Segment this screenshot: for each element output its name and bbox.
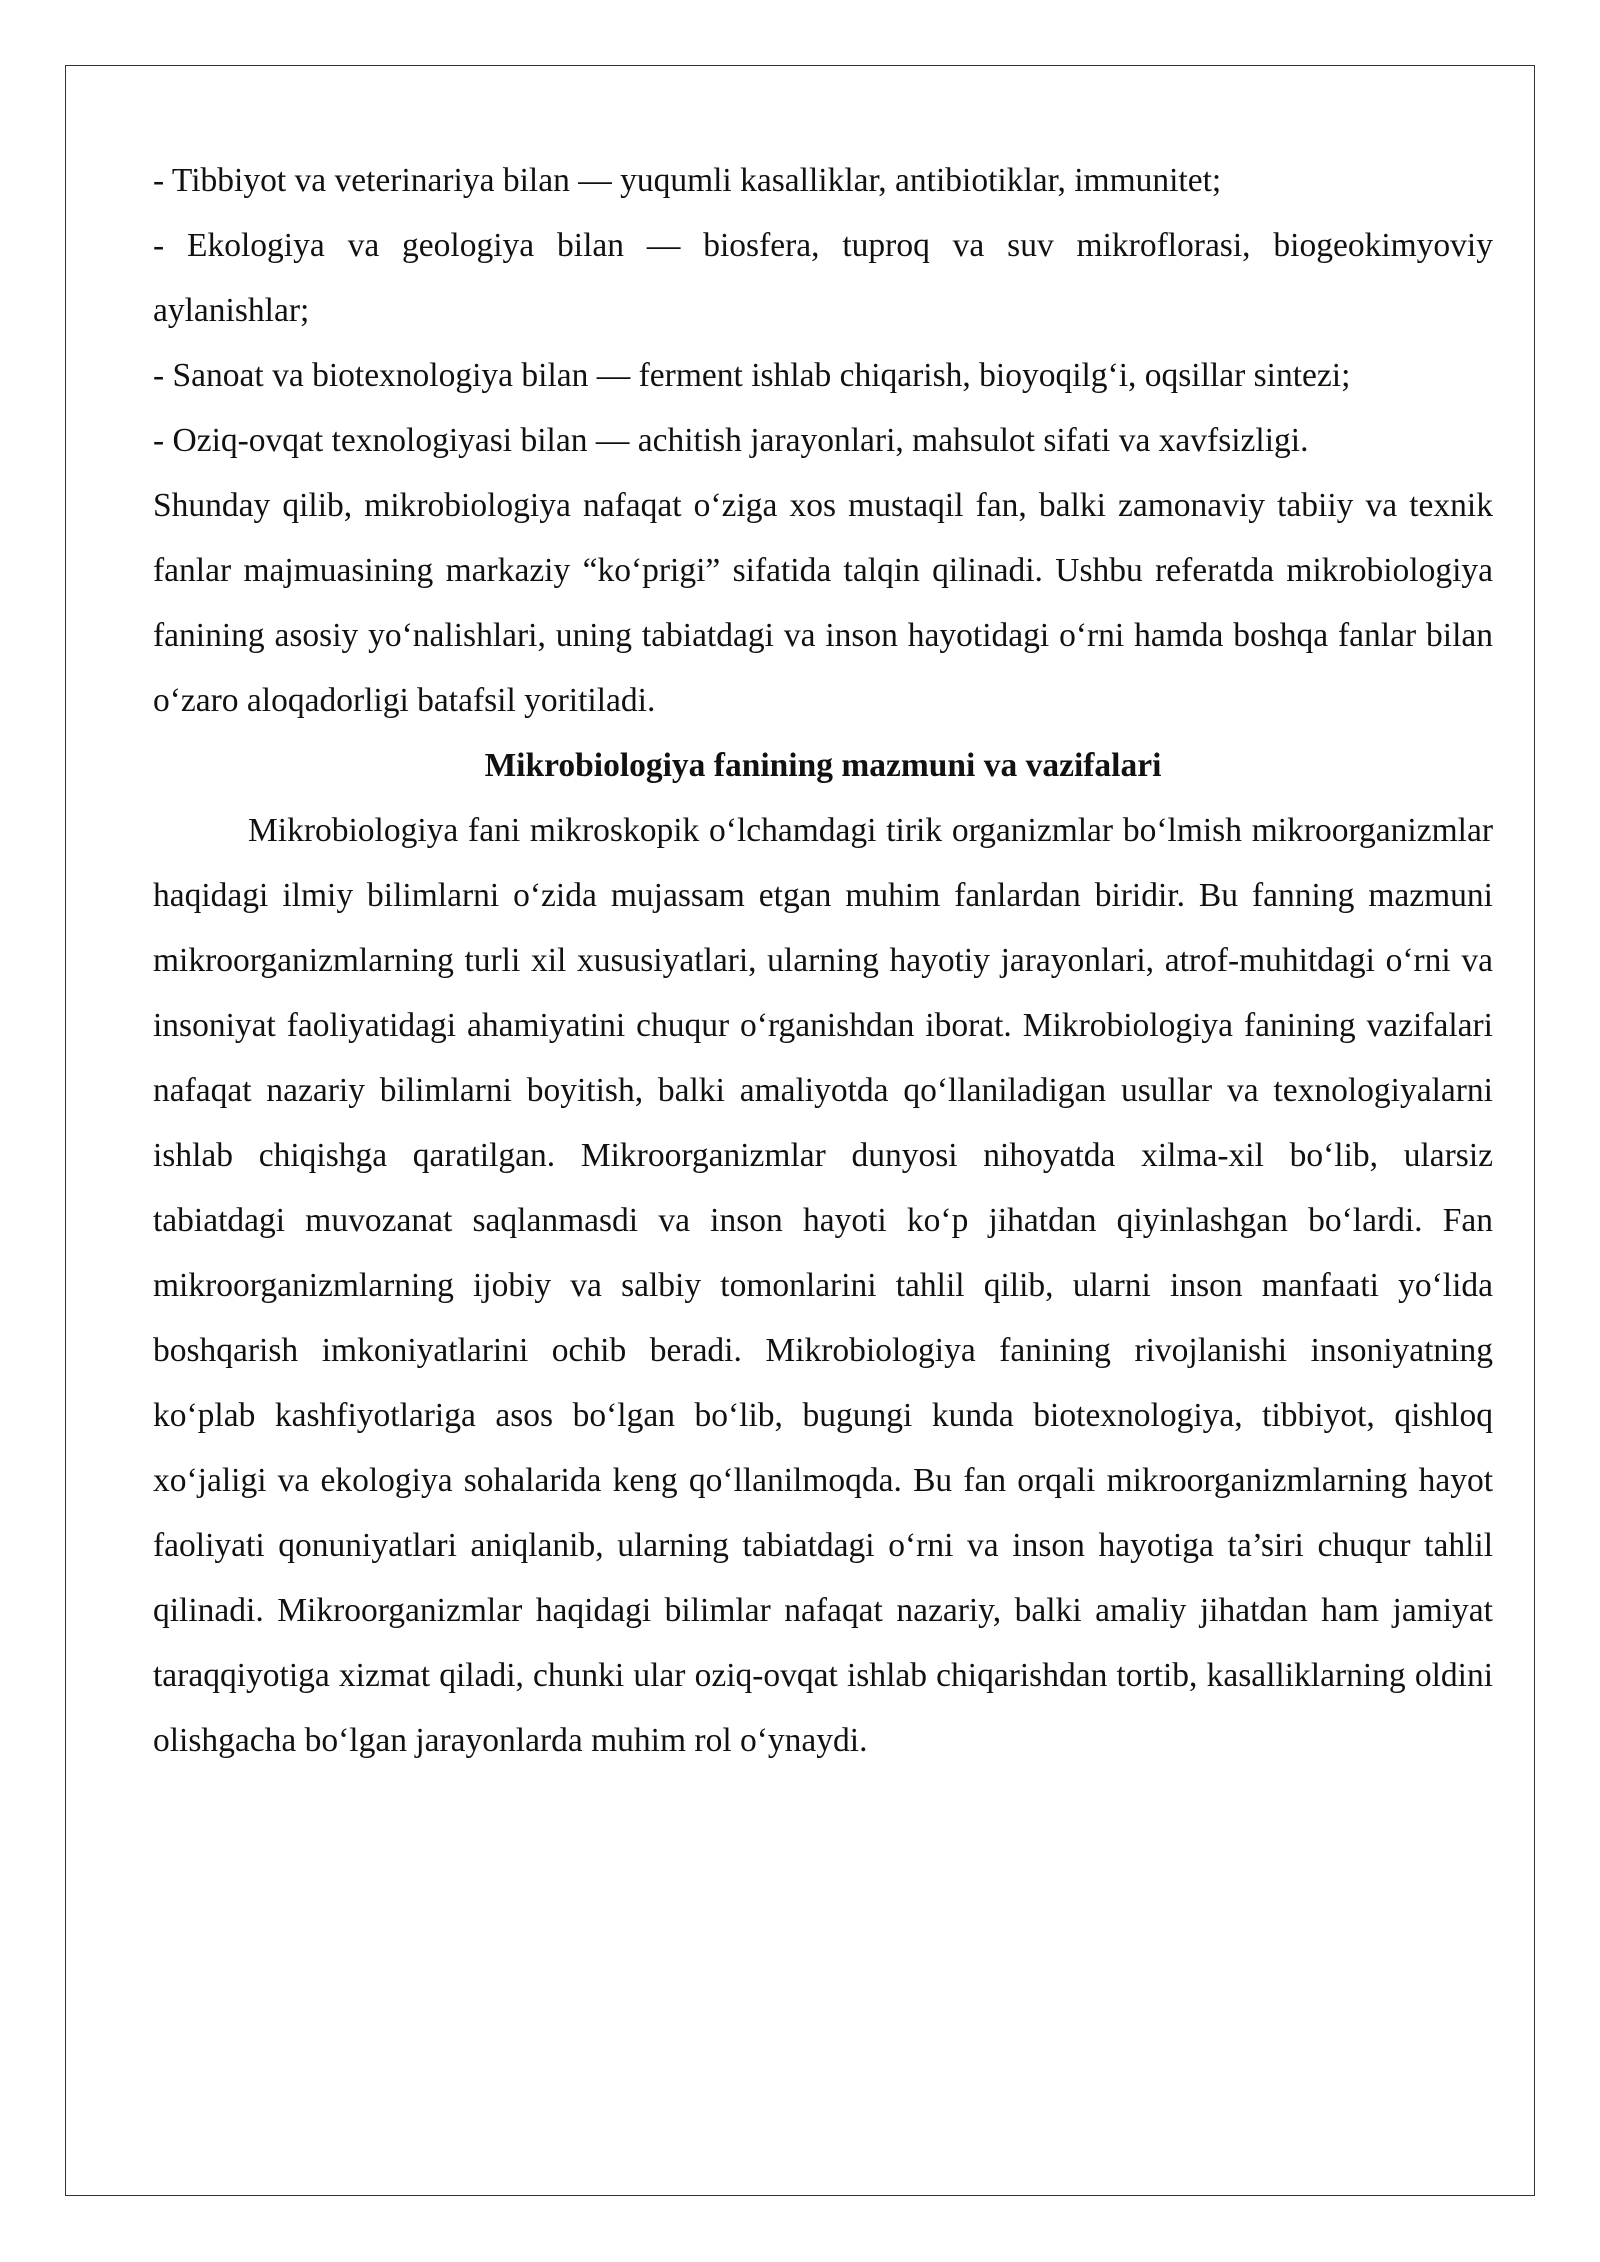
conclusion-paragraph: Shunday qilib, mikrobiologiya nafaqat o‘ziga xos mustaqil fan, balki zamonaviy tabiiy va texnik fanlar majmuasining markaziy “ko‘prigi” sifatida talqin qilinadi. Ushbu referatda mikrobiologiya fanining asosiy yo‘nalishlari, uning tabiatdagi va inson hayotidagi o‘rni hamda boshqa fanlar bilan o‘zaro aloqadorligi batafsil yoritiladi. <box>153 487 1493 719</box>
list-item-industry: - Sanoat va biotexnologiya bilan — ferment ishlab chiqarish, bioyoqilg‘i, oqsillar sintezi; <box>153 357 1351 394</box>
list-item-medicine: - Tibbiyot va veterinariya bilan — yuqumli kasalliklar, antibiotiklar, immunitet; <box>153 162 1222 199</box>
list-item-food-technology: - Oziq-ovqat texnologiyasi bilan — achitish jarayonlari, mahsulot sifati va xavfsizligi. <box>153 422 1309 459</box>
document-body <box>153 148 1493 1773</box>
section-heading: Mikrobiologiya fanining mazmuni va vazifalari <box>484 747 1162 784</box>
list-item-ecology: - Ekologiya va geologiya bilan — biosfera, tuproq va suv mikroflorasi, biogeokimyoviy aylanishlar; <box>153 227 1493 329</box>
section-paragraph: Mikrobiologiya fani mikroskopik o‘lchamdagi tirik organizmlar bo‘lmish mikroorganizmlar haqidagi ilmiy bilimlarni o‘zida mujassam etgan muhim fanlardan biridir. Bu fanning mazmuni mikroorganizmlarning turli xil xususiyatlari, ularning hayotiy jarayonlari, atrof-muhitdagi o‘rni va insoniyat faoliyatidagi ahamiyatini chuqur o‘rganishdan iborat. Mikrobiologiya fanining vazifalari nafaqat nazariy bilimlarni boyitish, balki amaliyotda qo‘llaniladigan usullar va texnologiyalarni ishlab chiqishga qaratilgan. Mikroorganizmlar dunyosi nihoyatda xilma-xil bo‘lib, ularsiz tabiatdagi muvozanat saqlanmasdi va inson hayoti ko‘p jihatdan qiyinlashgan bo‘lardi. Fan mikroorganizmlarning ijobiy va salbiy tomonlarini tahlil qilib, ularni inson manfaati yo‘lida boshqarish imkoniyatlarini ochib beradi. Mikrobiologiya fanining rivojlanishi insoniyatning ko‘plab kashfiyotlariga asos bo‘lgan bo‘lib, bugungi kunda biotexnologiya, tibbiyot, qishloq xo‘jaligi va ekologiya sohalarida keng qo‘llanilmoqda. Bu fan orqali mikroorganizmlarning hayot faoliyati qonuniyatlari aniqlanib, ularning tabiatdagi o‘rni va inson hayotiga ta’siri chuqur tahlil qilinadi. Mikroorganizmlar haqidagi bilimlar nafaqat nazariy, balki amaliy jihatdan ham jamiyat taraqqiyotiga xizmat qiladi, chunki ular oziq-ovqat ishlab chiqarishdan tortib, kasalliklarning oldini olishgacha bo‘lgan jarayonlarda muhim rol o‘ynaydi. <box>153 812 1493 1759</box>
